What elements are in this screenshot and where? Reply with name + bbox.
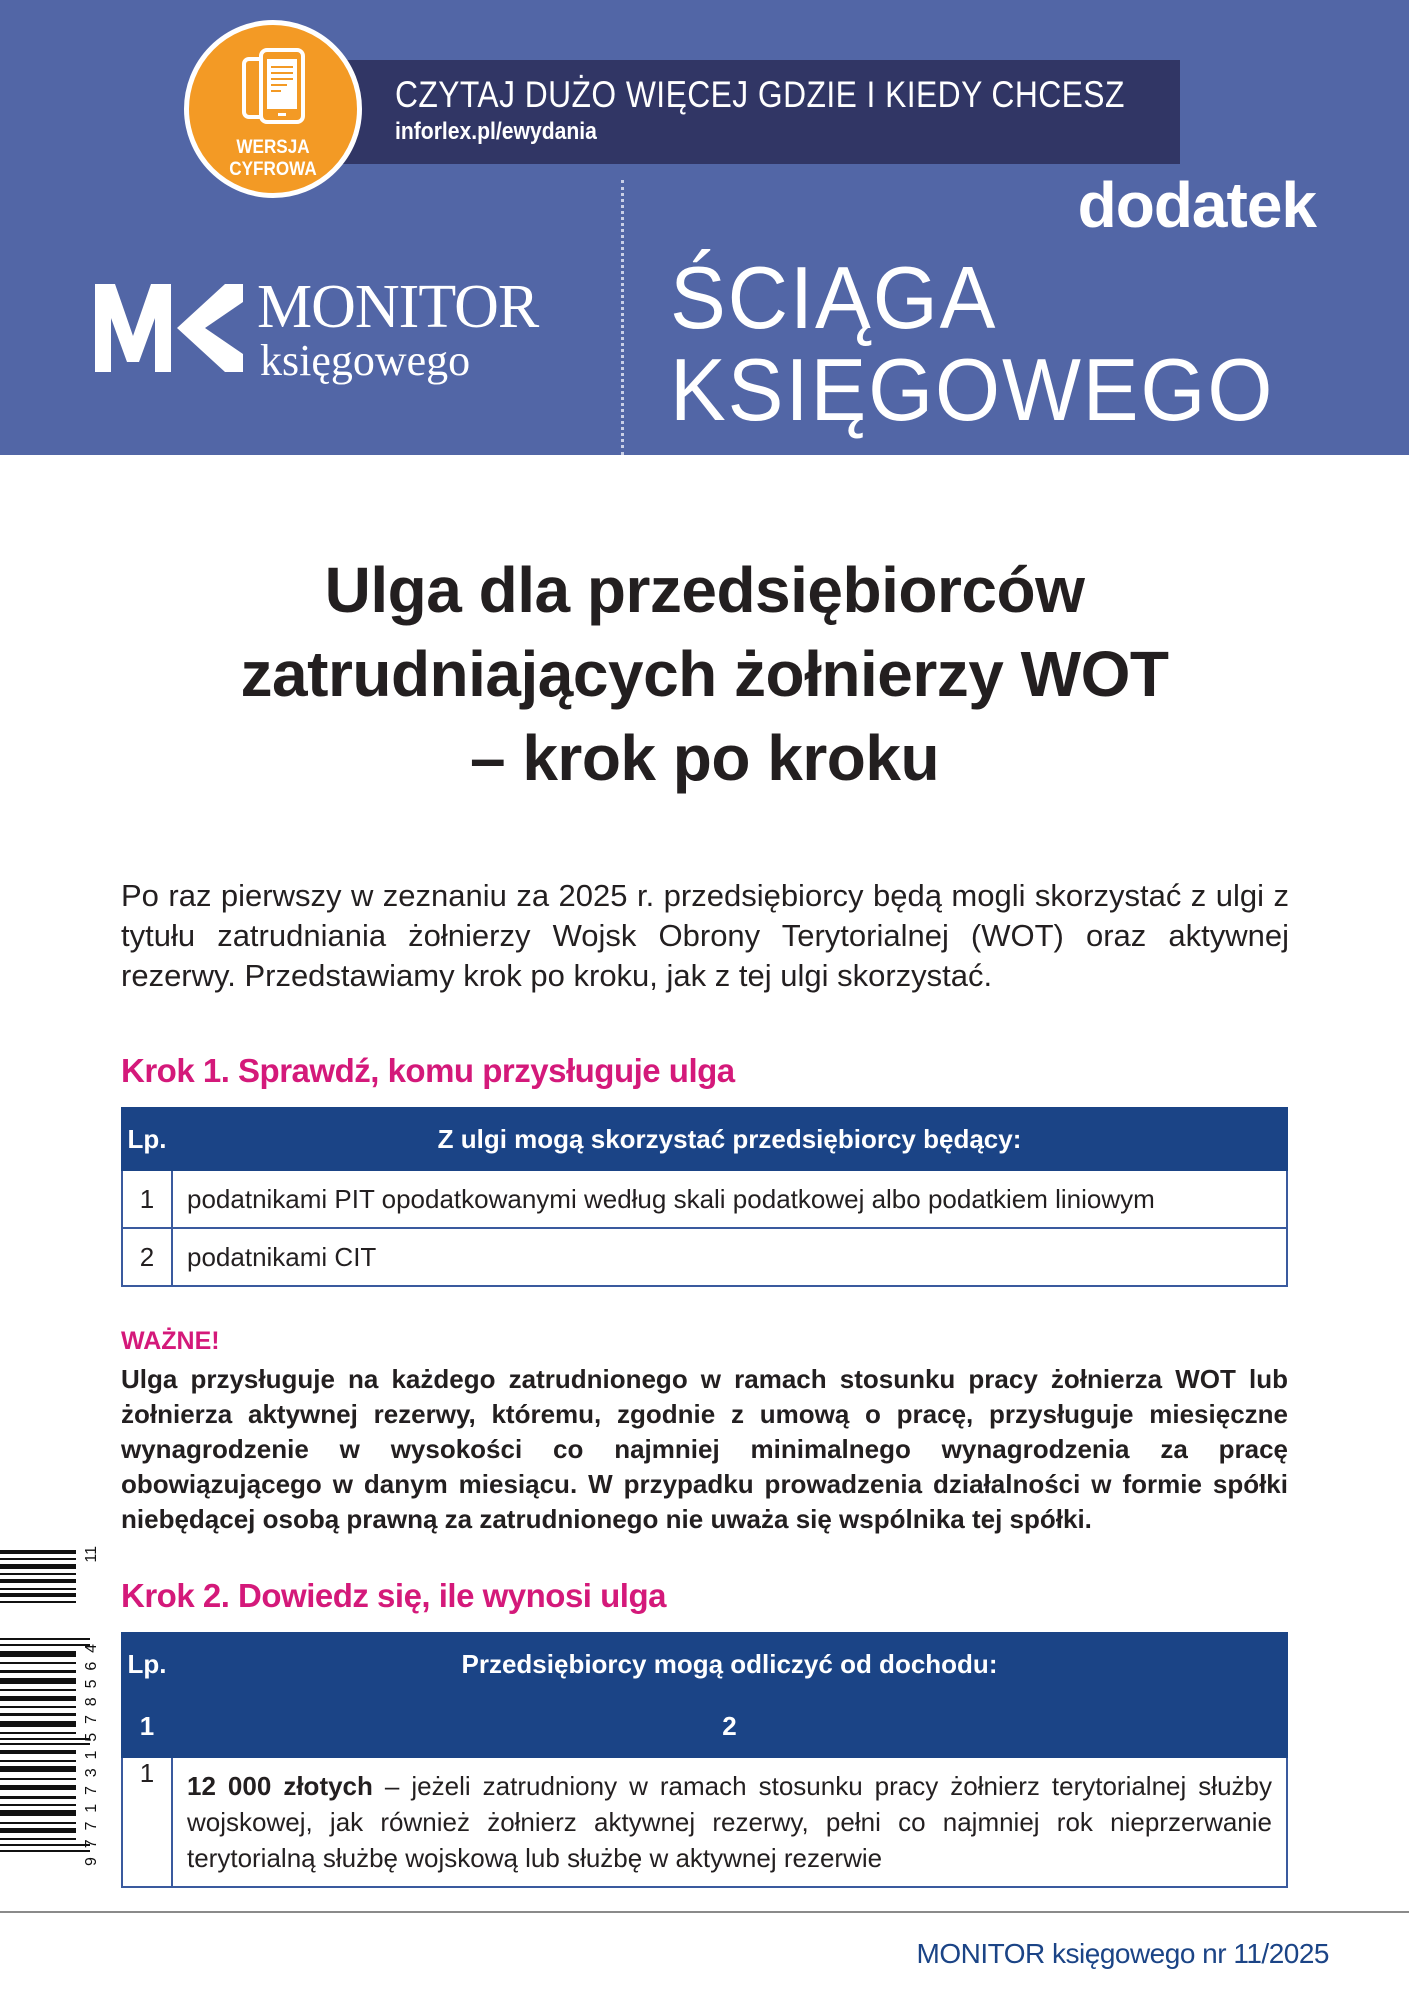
supplement-title: ŚCIĄGA KSIĘGOWEGO: [670, 248, 1275, 439]
mk-logo-icon: [95, 282, 245, 374]
column-number-1: 1: [122, 1695, 172, 1757]
promo-headline: CZYTAJ DUŻO WIĘCEJ GDZIE I KIEDY CHCESZ: [395, 74, 1125, 115]
promo-banner[interactable]: [300, 60, 1180, 164]
column-number-2: 2: [172, 1695, 1287, 1757]
column-header-eligible: Z ulgi mogą skorzystać przedsiębiorcy będący:: [172, 1108, 1287, 1170]
tablet-phone-icon: [241, 47, 307, 127]
page-header: [0, 0, 1409, 455]
logo-ksiegowego-text: księgowego: [260, 336, 471, 385]
article-title: Ulga dla przedsiębiorców zatrudniających żołnierzy WOT – krok po kroku: [240, 554, 1169, 794]
table-row: 1 12 000 złotych – jeżeli zatrudniony w ramach stosunku pracy żołnierz terytorialnej służby wojskowej, jak również żołnierz aktywnej rezerwy, pełni co najmniej rok nieprzerwanie terytorialną służbę wojskową lub służbę w aktywnej rezerwie: [122, 1757, 1287, 1887]
important-label: WAŻNE!: [121, 1327, 220, 1355]
deduction-condition: – jeżeli zatrudniony w ramach stosunku pracy żołnierz terytorialnej służby wojskowej, jak również żołnierz aktywnej rezerwy, pełni co najmniej rok nieprzerwanie terytorialną służbę wojskową lub służbę w aktywnej rezerwie: [187, 1771, 1272, 1873]
logo-monitor-text: MONITOR: [257, 273, 539, 341]
deduction-amount: 12 000 złotych: [187, 1771, 373, 1801]
barcode-addon: 11: [83, 1546, 100, 1563]
table-row: 1 podatnikami PIT opodatkowanymi według skali podatkowej albo podatkiem liniowym: [122, 1170, 1287, 1228]
column-header-lp: Lp.: [122, 1108, 172, 1170]
issue-footer: MONITOR księgowego nr 11/2025: [916, 1938, 1329, 1969]
step1-heading: Krok 1. Sprawdź, komu przysługuje ulga: [121, 1052, 735, 1089]
supplement-label: dodatek: [1077, 169, 1316, 241]
important-note: Ulga przysługuje na każdego zatrudnionego w ramach stosunku pracy żołnierza WOT lub żołnierza aktywnej rezerwy, któremu, zgodnie z umową o pracę, przysługuje miesięczne wynagrodzenie w wysokości co najmniej minimalnego wynagrodzenia za pracę obowiązującego w danym miesiącu. W przypadku prowadzenia działalności w formie spółki niebędącej osobą prawną za zatrudnionego nie uważa się wspólnika tej spółki.: [121, 1364, 1288, 1534]
column-header-deduction: Przedsiębiorcy mogą odliczyć od dochodu:: [172, 1633, 1287, 1695]
barcode-number: 9771731578564: [83, 1644, 100, 1866]
footer-divider: [0, 1911, 1409, 1913]
eligibility-table: [121, 1107, 1288, 1287]
digital-version-badge[interactable]: [184, 20, 362, 198]
article-intro: Po raz pierwszy w zeznaniu za 2025 r. przedsiębiorcy będą mogli skorzystać z ulgi z tytułu zatrudniania żołnierzy Wojsk Obrony Terytorialnej (WOT) oraz aktywnej rezerwy. Przedstawiamy krok po kroku, jak z tej ulgi skorzystać.: [121, 878, 1289, 993]
badge-line1: WERSJA: [236, 137, 310, 158]
column-header-lp: Lp.: [122, 1633, 172, 1695]
header-divider: [621, 180, 624, 455]
barcode-icon: [0, 1538, 100, 1868]
promo-link[interactable]: inforlex.pl/ewydania: [395, 118, 597, 145]
badge-line2: CYFROWA: [229, 159, 317, 180]
deduction-table: [121, 1632, 1288, 1888]
table-row: 2 podatnikami CIT: [122, 1228, 1287, 1286]
step2-heading: Krok 2. Dowiedz się, ile wynosi ulga: [121, 1577, 666, 1614]
